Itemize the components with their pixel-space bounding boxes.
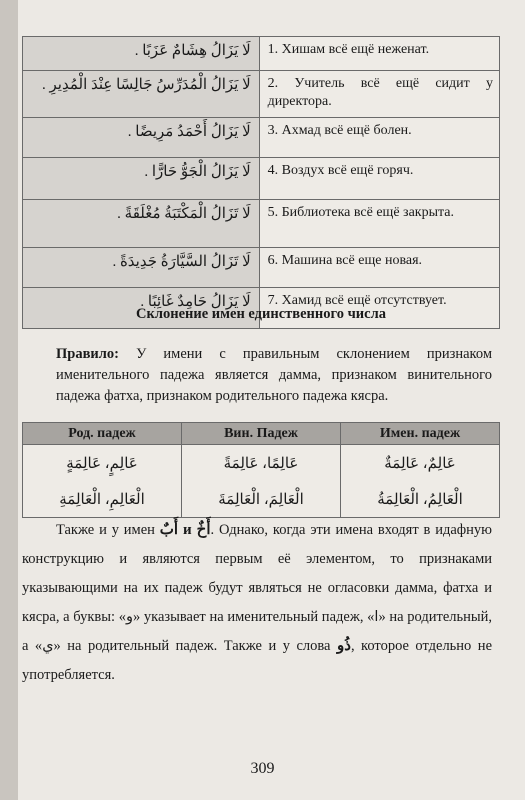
column-header-genitive: Род. падеж: [23, 423, 182, 445]
paragraph-middle: . Однако, когда эти имена входят в идафную конструкцию и являются первым её элементом, то признаками указывающими на их падеж будут являться не огласовки дамма, фатха и кясра, а буквы: «و» указывает на именительный падеж, «ا» на родительный, а «ي» на родительный падеж. Также и у слова: [22, 522, 493, 654]
arabic-sentence: لَا يَزَالُ هِشَامٌ عَزَبًا .: [23, 37, 260, 71]
russian-translation: 2. Учитель всё ещё сидит у директора.: [259, 71, 499, 118]
arabic-sentence: لَا تَزَالُ الْمَكْتَبَةُ مُغْلَقَةً .: [23, 200, 260, 248]
section-title: Склонение имен единственного числа: [136, 306, 386, 322]
table-row: [23, 158, 500, 200]
russian-translation: 3. Ахмад всё ещё болен.: [259, 118, 499, 158]
arabic-word-dhu: ذُو: [337, 638, 351, 654]
table-cell: عَالِمًا، عَالِمَةً: [182, 445, 341, 482]
rule-label: Правило:: [56, 346, 119, 362]
table-row: [23, 71, 500, 118]
paragraph-end: , которое отдельно не употребляется.: [22, 638, 493, 683]
arabic-sentence: لَا تَزَالُ السَّيَّارَةُ جَدِيدَةً .: [23, 248, 260, 288]
page-edge: [0, 0, 18, 800]
column-header-nominative: Имен. падеж: [341, 423, 500, 445]
table-cell: عَالِمٌ، عَالِمَةٌ: [341, 445, 500, 482]
table-cell: عَالِمٍ، عَالِمَةٍ: [23, 445, 182, 482]
arabic-sentence: لَا يَزَالُ الْمُدَرِّسُ جَالِسًا عِنْدَ الْمُدِيرِ .: [23, 71, 260, 118]
table-cell: الْعَالِمَ، الْعَالِمَةَ: [182, 481, 341, 518]
russian-translation: 4. Воздух всё ещё горяч.: [259, 158, 499, 200]
table-row: [23, 200, 500, 248]
table-row: [23, 118, 500, 158]
paragraph-start: Также и у имен: [56, 522, 155, 538]
column-header-accusative: Вин. Падеж: [182, 423, 341, 445]
table-header-row: [23, 423, 500, 445]
russian-translation: 7. Хамид всё ещё отсутствует.: [259, 288, 499, 329]
table-row: [23, 445, 500, 482]
arabic-sentence: لَا يَزَالُ أَحْمَدُ مَرِيضًا .: [23, 118, 260, 158]
case-table: [22, 422, 500, 518]
arabic-words: أَبٌ и أَخٌ: [159, 522, 211, 538]
arabic-sentence: لَا يَزَالُ حَامِدٌ غَائِبًا .: [23, 288, 260, 329]
body-paragraph: [22, 516, 492, 690]
sentence-table: [22, 36, 500, 329]
table-row: [23, 481, 500, 518]
table-row: [23, 248, 500, 288]
arabic-sentence: لَا يَزَالُ الْجَوُّ حَارًّا .: [23, 158, 260, 200]
russian-translation: 1. Хишам всё ещё неженат.: [259, 37, 499, 71]
russian-translation: 5. Библиотека всё ещё закрыта.: [259, 200, 499, 248]
table-row: [23, 37, 500, 71]
rule-paragraph: [56, 344, 492, 407]
page-number: 309: [250, 760, 275, 777]
table-cell: الْعَالِمُ، الْعَالِمَةُ: [341, 481, 500, 518]
table-cell: الْعَالِمِ، الْعَالِمَةِ: [23, 481, 182, 518]
rule-text: У имени с правильным склонением признаком именительного падежа является дамма, признаком винительного падежа фатха, признаком родительного падежа кясра.: [56, 346, 492, 404]
russian-translation: 6. Машина всё еще новая.: [259, 248, 499, 288]
